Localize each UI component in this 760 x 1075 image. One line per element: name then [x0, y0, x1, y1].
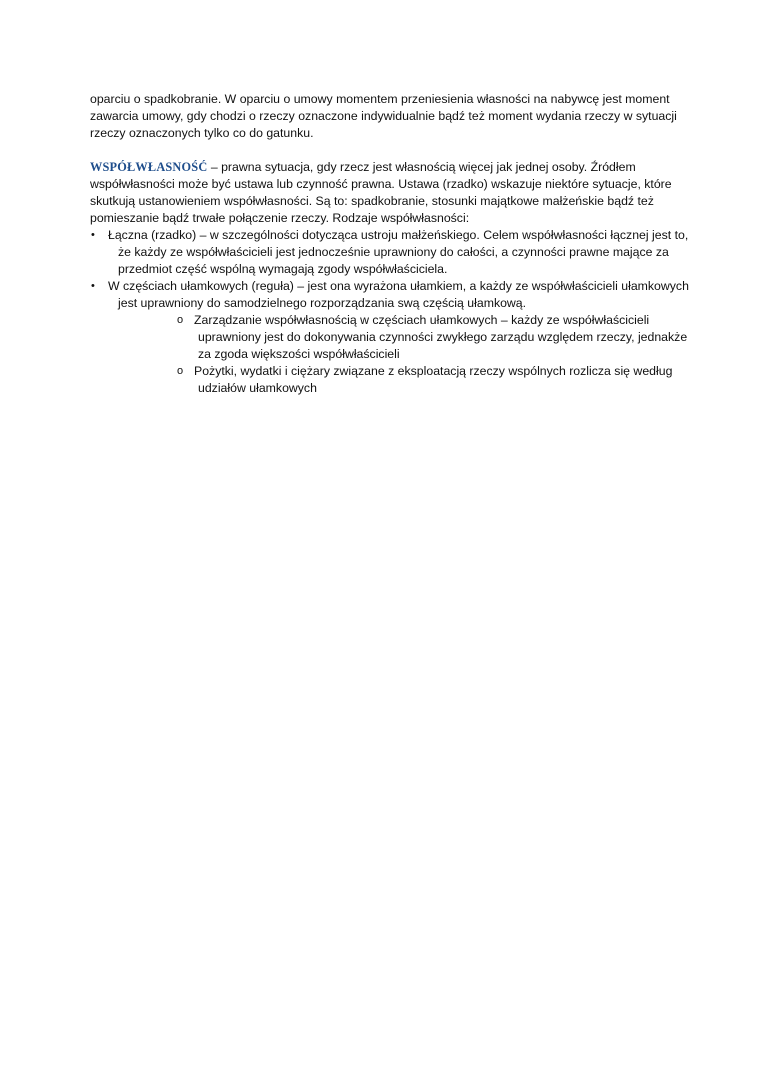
list-item-text: Łączna (rzadko) – w szczególności dotycząca ustroju małżeńskiego. Celem współwłasności łącznej jest to, że każdy ze współwłaścicieli jest jednocześnie uprawniony do całości, a czynności prawne mające za przedmiot część wspólną wymagają zgody współwłaściciela. [108, 228, 689, 276]
term-heading: WSPÓŁWŁASNOŚĆ [90, 160, 208, 174]
sub-list-item-text: Pożytki, wydatki i ciężary związane z eksploatacją rzeczy wspólnych rozlicza się według udziałów ułamkowych [194, 364, 673, 395]
circle-bullet-icon: o [177, 314, 184, 326]
bullet-icon: • [91, 280, 95, 292]
paragraph-spacer [90, 142, 690, 159]
list-item [90, 278, 690, 397]
sub-list-item [170, 363, 690, 397]
list-item-text: W częściach ułamkowych (reguła) – jest ona wyrażona ułamkiem, a każdy ze współwłaścicieli ułamkowych jest uprawniony do samodzielnego rozporządzania swą częścią ułamkową. [108, 279, 689, 310]
paragraph-ownership-transfer: oparciu o spadkobranie. W oparciu o umowy momentem przeniesienia własności na nabywcę jest moment zawarcia umowy, gdy chodzi o rzeczy oznaczone indywidualnie bądź też moment wydania rzeczy w sytuacji rzeczy oznaczonych tylko co do gatunku. [90, 92, 677, 140]
document-page [90, 91, 690, 397]
co-ownership-types-list [90, 227, 690, 397]
sub-list-item-text: Zarządzanie współwłasnością w częściach ułamkowych – każdy ze współwłaścicieli uprawniony jest do dokonywania czynności zwykłego zarządu względem rzeczy, jednakże za zgoda większości współwłaścicieli [194, 313, 688, 361]
paragraph-co-ownership [90, 159, 690, 227]
circle-bullet-icon: o [177, 365, 184, 377]
term-definition: – prawna sytuacja, gdy rzecz jest własnością więcej jak jednej osoby. Źródłem współwłasności może być ustawa lub czynność prawna. Ustawa (rzadko) wskazuje niektóre sytuacje, które skutkują ustanowieniem współwłasności. Są to: spadkobranie, stosunki majątkowe małżeńskie bądź też pomieszanie bądź trwałe połączenie rzeczy. Rodzaje współwłasności: [90, 160, 672, 225]
bullet-icon: • [91, 229, 95, 241]
sub-list-item [170, 312, 690, 363]
list-item [90, 227, 690, 278]
fractional-ownership-sublist [108, 312, 690, 397]
